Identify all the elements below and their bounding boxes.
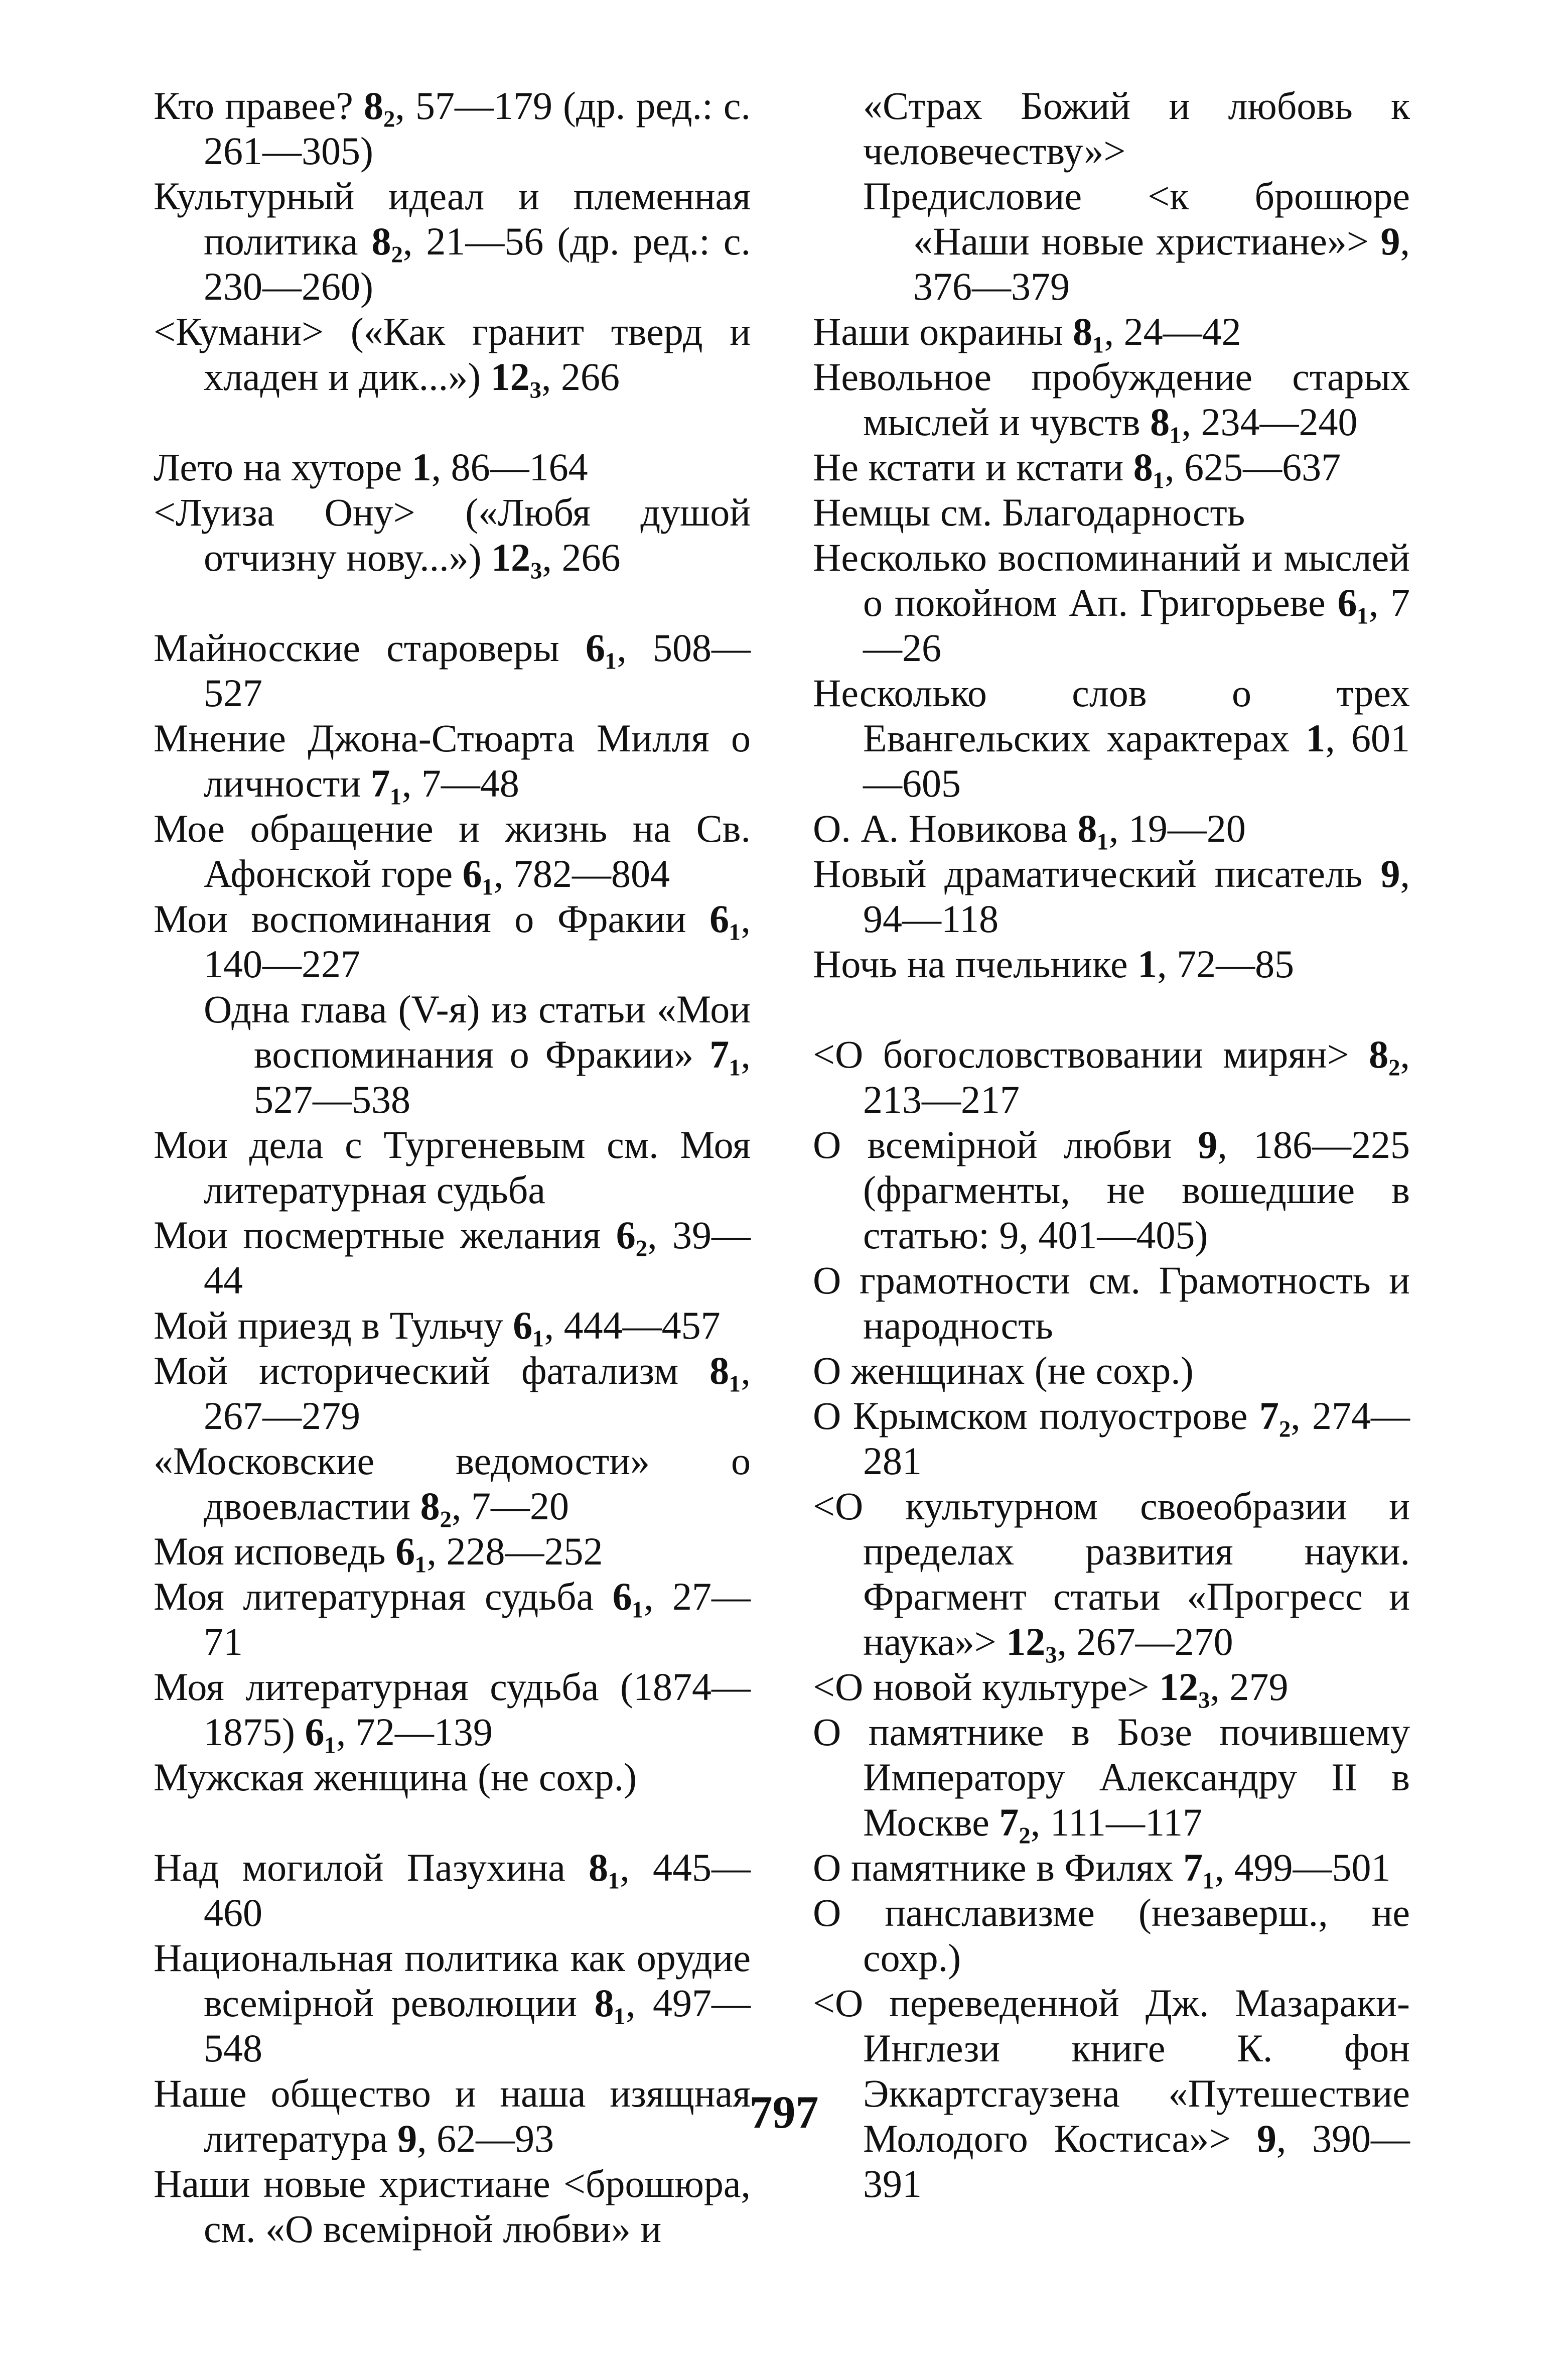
index-entry [813, 1484, 1410, 1664]
entry-title: <Луиза Ону> («Любя душой отчизну нову...») [154, 490, 751, 579]
entry-volume: 6₂ [616, 1213, 648, 1257]
entry-pages: , 499—501 [1214, 1846, 1391, 1889]
index-entry [813, 1393, 1410, 1484]
index-entry [813, 1890, 1410, 1981]
entry-volume: 8₂ [363, 84, 395, 127]
index-entry [813, 806, 1410, 851]
entry-volume: 6₁ [395, 1529, 427, 1573]
index-entry [154, 1348, 751, 1439]
index-entry [154, 1845, 751, 1935]
index-entry [813, 1122, 1410, 1258]
entry-pages: , 266 [542, 536, 621, 579]
index-entry [154, 2161, 751, 2252]
entry-title: О панславизме (незаверш., не сохр.) [813, 1891, 1410, 1980]
entry-volume: 9 [1256, 2117, 1276, 2160]
index-entry [813, 490, 1410, 535]
entry-pages: , 7—48 [401, 761, 519, 805]
entry-title: Невольное пробуждение старых мыслей и чувств [813, 355, 1410, 444]
entry-title: Лето на хуторе [154, 445, 402, 489]
entry-volume: 6₁ [462, 852, 494, 895]
entry-title: Моя литературная судьба (1874—1875) [154, 1665, 751, 1754]
entry-volume: 8₁ [589, 1846, 620, 1889]
entry-title: Наши окраины [813, 310, 1063, 353]
entry-volume: 6₁ [513, 1303, 544, 1347]
entry-pages: , 24—42 [1104, 310, 1241, 353]
entry-title: «Московские ведомости» о двоевластии [154, 1439, 751, 1528]
entry-pages: , 601—605 [863, 716, 1410, 805]
index-entry [154, 1439, 751, 1529]
entry-volume: 8₁ [1077, 807, 1109, 850]
entry-title: Майносские староверы [154, 626, 559, 670]
letter-group-gap [813, 987, 1410, 1032]
entry-title: О грамотности см. Грамотность и народность [813, 1258, 1410, 1347]
entry-pages: , 444—457 [544, 1303, 721, 1347]
entry-volume: 8₁ [709, 1349, 741, 1392]
index-entry [813, 83, 1410, 174]
index-entry [154, 1574, 751, 1664]
entry-pages: , 72—139 [336, 1710, 493, 1754]
letter-group-gap [154, 580, 751, 625]
entry-pages: , 39—44 [204, 1213, 751, 1302]
entry-volume: 7₁ [1183, 1846, 1215, 1889]
entry-title: Национальная политика как орудие всемірной революции [154, 1936, 751, 2025]
entry-pages: , 445—460 [204, 1846, 751, 1934]
letter-group-gap [154, 1800, 751, 1845]
entry-pages: , 186—225 (фрагменты, не вошедшие в статью: 9, 401—405) [863, 1123, 1410, 1257]
entry-volume: 1 [1306, 716, 1326, 760]
entry-volume: 7₁ [370, 761, 402, 805]
index-entry [813, 1845, 1410, 1890]
entry-title: Немцы см. Благодарность [813, 490, 1245, 534]
entry-title: Предисловие <к брошюре «Наши новые христиане»> [863, 174, 1410, 263]
entry-pages: , 228—252 [426, 1529, 603, 1573]
entry-title: Несколько воспоминаний и мыслей о покойном Ап. Григорьеве [813, 536, 1410, 624]
index-entry [154, 174, 751, 309]
entry-pages: , 213—217 [863, 1032, 1410, 1121]
index-entry [154, 987, 751, 1122]
index-entry [154, 1529, 751, 1574]
entry-volume: 6₁ [1337, 581, 1369, 624]
entry-title: Мнение Джона-Стюарта Милля о личности [154, 716, 751, 805]
index-entry [154, 1935, 751, 2071]
entry-volume: 1 [1137, 942, 1158, 986]
entry-title: <Кумани> («Как гранит тверд и хладен и дик...») [154, 310, 751, 399]
index-entry [813, 174, 1410, 309]
index-entry [813, 1710, 1410, 1845]
entry-volume: 12₃ [490, 355, 542, 399]
entry-volume: 12₃ [491, 536, 542, 579]
index-entry [813, 942, 1410, 987]
entry-volume: 8₂ [1369, 1032, 1400, 1076]
entry-pages: , 7—20 [451, 1484, 569, 1528]
index-entry [813, 1258, 1410, 1348]
index-entry [154, 1755, 751, 1800]
entry-title: Над могилой Пазухина [154, 1846, 565, 1889]
entry-pages: , 267—270 [1057, 1620, 1233, 1663]
entry-volume: 8₁ [1150, 400, 1182, 444]
letter-group-gap [154, 400, 751, 445]
index-entry [813, 1032, 1410, 1122]
entry-volume: 9 [1380, 219, 1400, 263]
entry-pages: , 21—56 (др. ред.: с. 230—260) [204, 219, 751, 308]
entry-volume: 7₂ [999, 1800, 1031, 1844]
entry-title: <О культурном своеобразии и пределах развития науки. Фрагмент статьи «Прогресс и наука»> [813, 1484, 1410, 1663]
entry-volume: 8₂ [371, 219, 403, 263]
index-entry [154, 309, 751, 400]
entry-title: О. А. Новикова [813, 807, 1068, 850]
entry-pages: , 390—391 [863, 2117, 1410, 2205]
entry-pages: , 72—85 [1157, 942, 1295, 986]
index-entry [154, 1122, 751, 1213]
entry-pages: , 279 [1210, 1665, 1289, 1709]
entry-pages: , 27—71 [204, 1575, 751, 1663]
entry-title: Моя исповедь [154, 1529, 386, 1573]
entry-volume: 8₁ [594, 1981, 626, 2025]
entry-pages: , 140—227 [204, 897, 751, 986]
entry-volume: 6₁ [612, 1575, 644, 1618]
entry-pages: , 625—637 [1165, 445, 1341, 489]
entry-volume: 8₂ [420, 1484, 452, 1528]
index-entry [813, 354, 1410, 445]
entry-title: Мои дела с Тургеневым см. Моя литературная судьба [154, 1123, 751, 1212]
entry-title: Наши новые христиане <брошюра, см. «О всемірной любви» и [154, 2162, 751, 2251]
entry-pages: , 62—93 [417, 2117, 554, 2160]
index-entry [813, 445, 1410, 490]
entry-title: Мои посмертные желания [154, 1213, 601, 1257]
index-entry [154, 716, 751, 806]
entry-volume: 9 [1198, 1123, 1218, 1166]
entry-title: Не кстати и кстати [813, 445, 1124, 489]
index-entry [813, 851, 1410, 942]
entry-pages: , 274—281 [863, 1394, 1410, 1483]
entry-volume: 12₃ [1006, 1620, 1057, 1663]
entry-pages: , 94—118 [863, 852, 1410, 941]
index-entry [154, 625, 751, 716]
entry-title: <О новой культуре> [813, 1665, 1150, 1709]
entry-title: О всемірной любви [813, 1123, 1172, 1166]
index-entry [813, 1664, 1410, 1710]
entry-volume: 6₁ [585, 626, 617, 670]
entry-title: Наше общество и наша изящная литература [154, 2071, 751, 2160]
index-column-left [154, 83, 751, 2252]
entry-volume: 6₁ [305, 1710, 336, 1754]
entry-volume: 8₁ [1073, 310, 1104, 353]
entry-pages: , 234—240 [1181, 400, 1358, 444]
index-entry [154, 1213, 751, 1303]
index-entry [813, 671, 1410, 806]
entry-pages: , 57—179 (др. ред.: с. 261—305) [204, 84, 751, 173]
entry-title: Мой приезд в Тульчу [154, 1303, 503, 1347]
entry-pages: , 86—164 [431, 445, 588, 489]
entry-pages: , 111—117 [1030, 1800, 1203, 1844]
entry-title: Мое обращение и жизнь на Св. Афонской горе [154, 807, 751, 895]
entry-title: Мужская женщина (не сохр.) [154, 1755, 637, 1799]
entry-pages: , 782—804 [494, 852, 670, 895]
entry-title: Мой исторический фатализм [154, 1349, 679, 1392]
entry-pages: , 266 [541, 355, 620, 399]
entry-volume: 6₁ [709, 897, 741, 941]
index-entry [813, 1348, 1410, 1393]
entry-title: О памятнике в Филях [813, 1846, 1174, 1889]
entry-volume: 9 [397, 2117, 417, 2160]
index-entry [154, 445, 751, 490]
entry-title: О памятнике в Бозе почившему Императору Александру II в Москве [813, 1710, 1410, 1844]
page-number: 797 [749, 2086, 819, 2138]
index-entry [154, 1664, 751, 1755]
entry-pages: , 508—527 [204, 626, 751, 715]
entry-title: <О богословствовании мирян> [813, 1032, 1349, 1076]
entry-volume: 1 [411, 445, 432, 489]
entry-pages: , 7—26 [863, 581, 1410, 670]
entry-title: Несколько слов о трех Евангельских характерах [813, 671, 1410, 760]
index-entry [154, 1303, 751, 1348]
index-entry [813, 535, 1410, 671]
entry-title: Ночь на пчельнике [813, 942, 1128, 986]
index-entry [154, 83, 751, 174]
entry-title: Культурный идеал и племенная политика [154, 174, 751, 263]
entry-volume: 12₃ [1159, 1665, 1210, 1709]
index-entry [813, 309, 1410, 354]
entry-volume: 8₁ [1133, 445, 1165, 489]
entry-pages: , 497—548 [204, 1981, 751, 2070]
entry-title: Кто правее? [154, 84, 353, 127]
entry-title: О Крымском полуострове [813, 1394, 1248, 1437]
entry-volume: 7₂ [1259, 1394, 1291, 1437]
entry-title: О женщинах (не сохр.) [813, 1349, 1194, 1392]
entry-pages: , 19—20 [1108, 807, 1246, 850]
index-entry [154, 896, 751, 987]
index-column-right [813, 83, 1410, 2206]
entry-volume: 7₁ [709, 1032, 741, 1076]
entry-pages: , 527—538 [254, 1032, 751, 1121]
entry-title: Одна глава (V-я) из статьи «Мои воспоминания о Фракии» [204, 987, 751, 1076]
entry-title: Новый драматический писатель [813, 852, 1363, 895]
entry-volume: 9 [1380, 852, 1400, 895]
entry-title: Мои воспоминания о Фракии [154, 897, 686, 941]
index-entry [154, 806, 751, 896]
entry-title: <О переведенной Дж. Мазараки-Инглези книге К. фон Эккартсгаузена «Путешествие Молодого Костиса»> [813, 1981, 1410, 2160]
index-entry [154, 490, 751, 580]
entry-title: Моя литературная судьба [154, 1575, 594, 1618]
entry-title: «Страх Божий и любовь к человечеству»> [863, 84, 1410, 173]
entry-pages: , 376—379 [913, 219, 1410, 308]
entry-pages: , 267—279 [204, 1349, 751, 1437]
